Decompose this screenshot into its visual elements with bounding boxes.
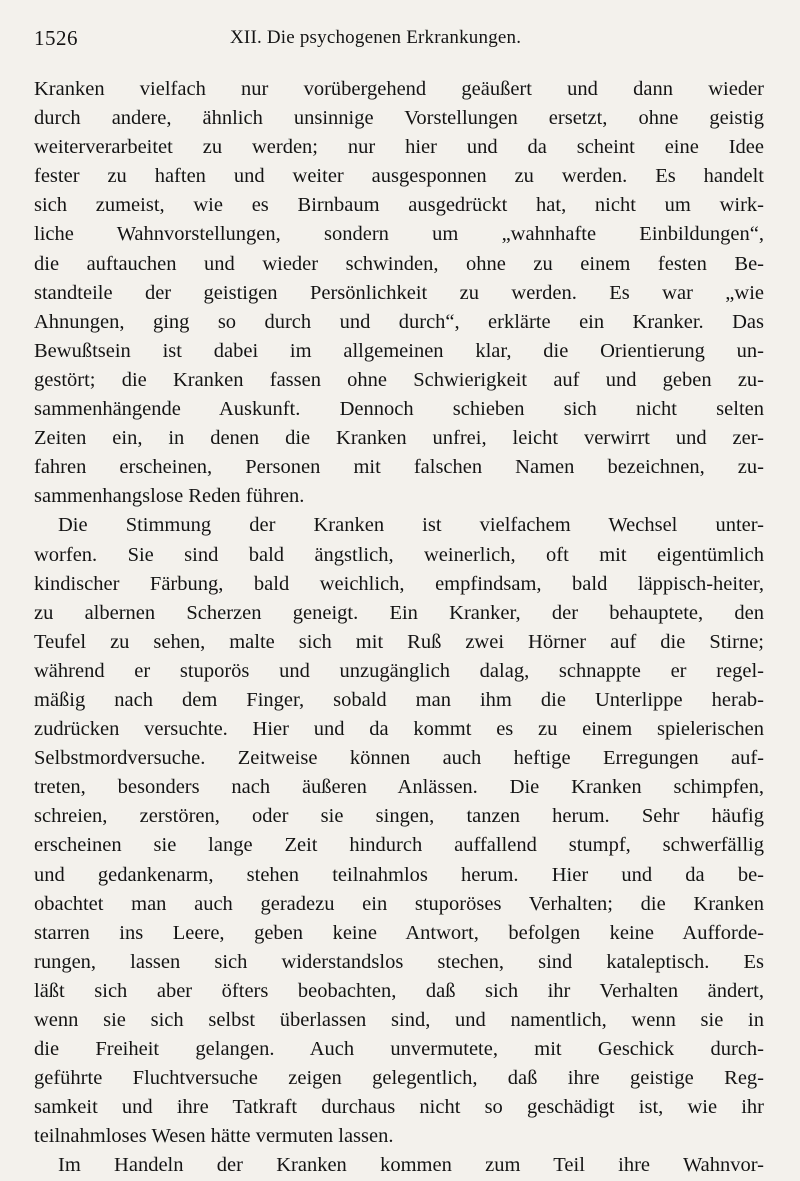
text-line: teilnahmloses Wesen hätte vermuten lassen. [34, 1125, 394, 1148]
text-line: schreien, zerstören, oder sie singen, tanzen herum. Sehr häufig [34, 805, 764, 828]
text-line: geführte Fluchtversuche zeigen gelegentlich, daß ihre geistige Reg- [34, 1067, 764, 1090]
text-line: Kranken vielfach nur vorübergehend geäußert und dann wieder [34, 78, 764, 100]
text-line: Selbstmordversuche. Zeitweise können auch heftige Erregungen auf- [34, 747, 764, 770]
text-line: weiterverarbeitet zu werden; nur hier und da scheint eine Idee [34, 136, 764, 159]
text-line: Bewußtsein ist dabei im allgemeinen klar, die Orientierung un- [34, 339, 764, 362]
text-line: sammenhängende Auskunft. Dennoch schieben sich nicht selten [34, 398, 764, 421]
page-number: 1526 [34, 26, 78, 50]
text-line: treten, besonders nach äußeren Anlässen. Die Kranken schimpfen, [34, 776, 764, 799]
body-text [34, 75, 764, 1181]
text-line: fester zu haften und weiter ausgesponnen zu werden. Es handelt [34, 165, 764, 188]
text-line: liche Wahnvorstellungen, sondern um „wahnhafte Einbildungen“, [34, 223, 764, 246]
text-line: samkeit und ihre Tatkraft durchaus nicht so geschädigt ist, wie ihr [34, 1096, 764, 1119]
text-line: standteile der geistigen Persönlichkeit zu werden. Es war „wie [34, 281, 764, 304]
running-head: XII. Die psychogenen Erkrankungen. [230, 27, 522, 48]
text-line: die auftauchen und wieder schwinden, ohne zu einem festen Be- [34, 252, 764, 275]
text-line: mäßig nach dem Finger, sobald man ihm die Unterlippe herab- [34, 688, 764, 711]
text-line: läßt sich aber öfters beobachten, daß sich ihr Verhalten ändert, [34, 979, 764, 1002]
text-line: sich zumeist, wie es Birnbaum ausgedrückt hat, nicht um wirk- [34, 194, 764, 217]
text-line: starren ins Leere, geben keine Antwort, befolgen keine Aufforde- [34, 921, 764, 944]
text-line: sammenhangslose Reden führen. [34, 485, 305, 508]
text-line: gestört; die Kranken fassen ohne Schwierigkeit auf und geben zu- [34, 368, 764, 391]
text-line: rungen, lassen sich widerstandslos stechen, sind kataleptisch. Es [34, 950, 764, 973]
text-line: wenn sie sich selbst überlassen sind, und namentlich, wenn sie in [34, 1009, 764, 1031]
text-line: Teufel zu sehen, malte sich mit Ruß zwei Hörner auf die Stirne; [34, 630, 764, 653]
text-line: worfen. Sie sind bald ängstlich, weinerlich, oft mit eigentümlich [34, 543, 764, 566]
text-line: erscheinen sie lange Zeit hindurch auffallend stumpf, schwerfällig [34, 834, 764, 857]
text-line: durch andere, ähnlich unsinnige Vorstellungen ersetzt, ohne geistig [34, 107, 764, 130]
text-line: zu albernen Scherzen geneigt. Ein Kranker, der behauptete, den [34, 601, 764, 624]
page-header [34, 26, 764, 56]
text-line: obachtet man auch geradezu ein stuporöses Verhalten; die Kranken [34, 892, 764, 915]
text-line: Die Stimmung der Kranken ist vielfachem Wechsel unter- [58, 514, 764, 537]
text-line: Zeiten ein, in denen die Kranken unfrei, leicht verwirrt und zer- [34, 427, 764, 450]
text-line: und gedankenarm, stehen teilnahmlos herum. Hier und da be- [34, 863, 764, 886]
text-line: die Freiheit gelangen. Auch unvermutete, mit Geschick durch- [34, 1038, 764, 1061]
text-line: während er stuporös und unzugänglich dalag, schnappte er regel- [34, 659, 764, 682]
text-line: kindischer Färbung, bald weichlich, empfindsam, bald läppisch-heiter, [34, 572, 764, 595]
text-line: Ahnungen, ging so durch und durch“, erklärte ein Kranker. Das [34, 310, 764, 333]
text-line: zudrücken versuchte. Hier und da kommt es zu einem spielerischen [34, 718, 764, 741]
text-line: Im Handeln der Kranken kommen zum Teil ihre Wahnvor- [58, 1154, 764, 1177]
text-line: fahren erscheinen, Personen mit falschen Namen bezeichnen, zu- [34, 456, 764, 479]
